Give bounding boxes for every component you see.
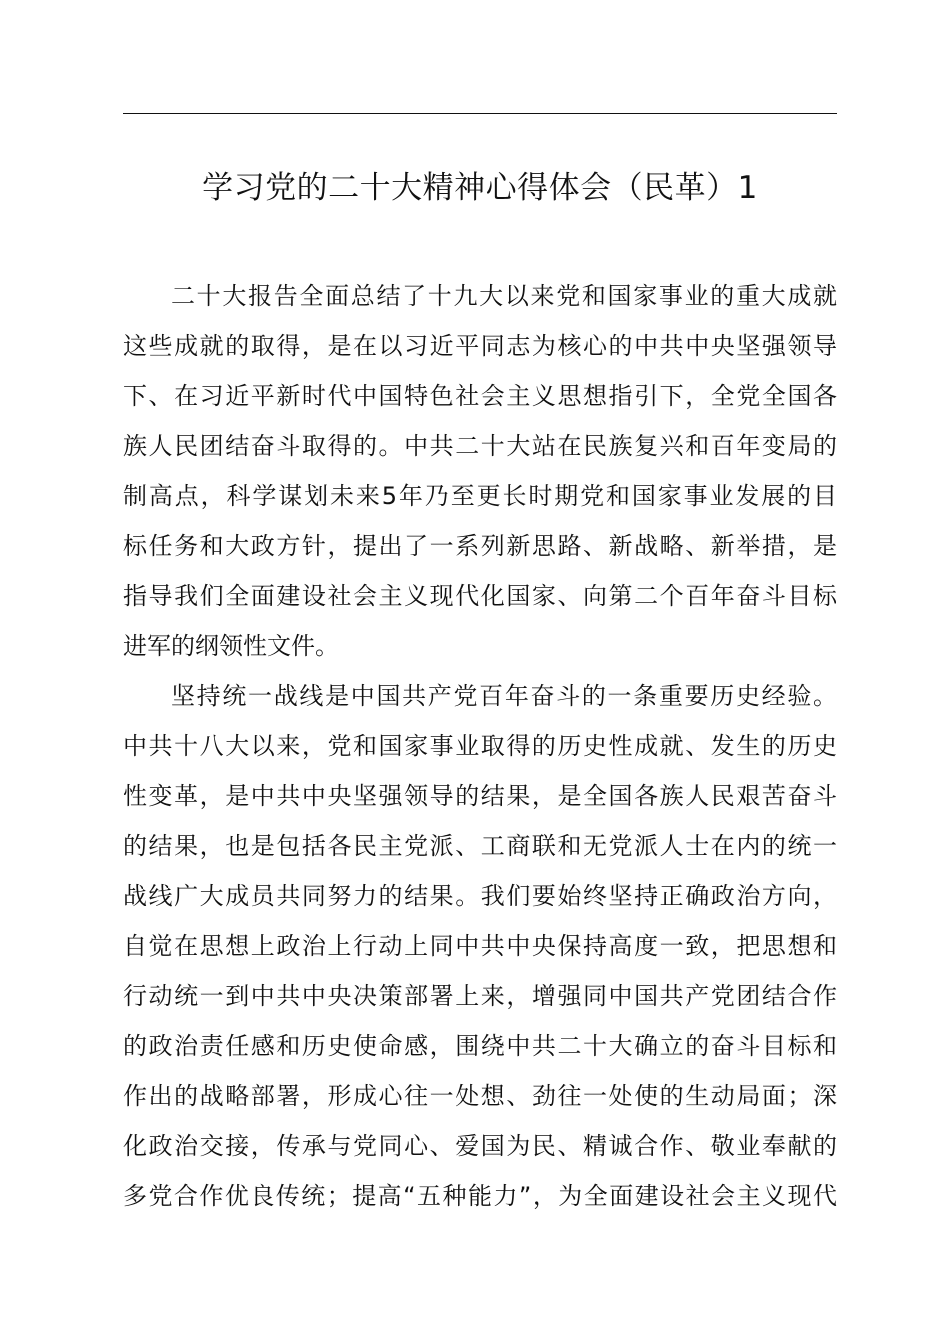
document-body bbox=[123, 271, 837, 1221]
text-line: 多党合作优良传统；提高“五种能力”，为全面建设社会主义现代 bbox=[123, 1182, 837, 1210]
text-line: 化政治交接，传承与党同心、爱国为民、精诚合作、敬业奉献的 bbox=[123, 1132, 837, 1160]
text-line: 行动统一到中共中央决策部署上来，增强同中国共产党团结合作 bbox=[123, 982, 837, 1010]
text-line: 坚持统一战线是中国共产党百年奋斗的一条重要历史经验。 bbox=[171, 682, 837, 710]
text-line: 族人民团结奋斗取得的。中共二十大站在民族复兴和百年变局的 bbox=[123, 432, 837, 460]
header-rule bbox=[123, 113, 837, 114]
paragraph-2 bbox=[123, 671, 837, 1221]
text-line: 进军的纲领性文件。 bbox=[123, 632, 339, 660]
text-line: 战线广大成员共同努力的结果。我们要始终坚持正确政治方向， bbox=[123, 882, 837, 910]
text-line: 的政治责任感和历史使命感，围绕中共二十大确立的奋斗目标和 bbox=[123, 1032, 837, 1060]
text-line: 二十大报告全面总结了十九大以来党和国家事业的重大成就 bbox=[171, 282, 837, 310]
document-title: 学习党的二十大精神心得体会（民革）1 bbox=[202, 170, 758, 206]
text-line: 作出的战略部署，形成心往一处想、劲往一处使的生动局面；深 bbox=[123, 1082, 837, 1110]
text-line: 自觉在思想上政治上行动上同中共中央保持高度一致，把思想和 bbox=[123, 932, 837, 960]
paragraph-1 bbox=[123, 271, 837, 671]
text-line: 这些成就的取得，是在以习近平同志为核心的中共中央坚强领导 bbox=[123, 332, 837, 360]
text-line: 制高点，科学谋划未来5年乃至更长时期党和国家事业发展的目 bbox=[123, 482, 837, 510]
text-line: 指导我们全面建设社会主义现代化国家、向第二个百年奋斗目标 bbox=[123, 582, 837, 610]
text-line: 的结果，也是包括各民主党派、工商联和无党派人士在内的统一 bbox=[123, 832, 837, 860]
text-line: 性变革，是中共中央坚强领导的结果，是全国各族人民艰苦奋斗 bbox=[123, 782, 837, 810]
text-line: 下、在习近平新时代中国特色社会主义思想指引下，全党全国各 bbox=[123, 382, 837, 410]
text-line: 中共十八大以来，党和国家事业取得的历史性成就、发生的历史 bbox=[123, 732, 837, 760]
text-line: 标任务和大政方针，提出了一系列新思路、新战略、新举措，是 bbox=[123, 532, 837, 560]
